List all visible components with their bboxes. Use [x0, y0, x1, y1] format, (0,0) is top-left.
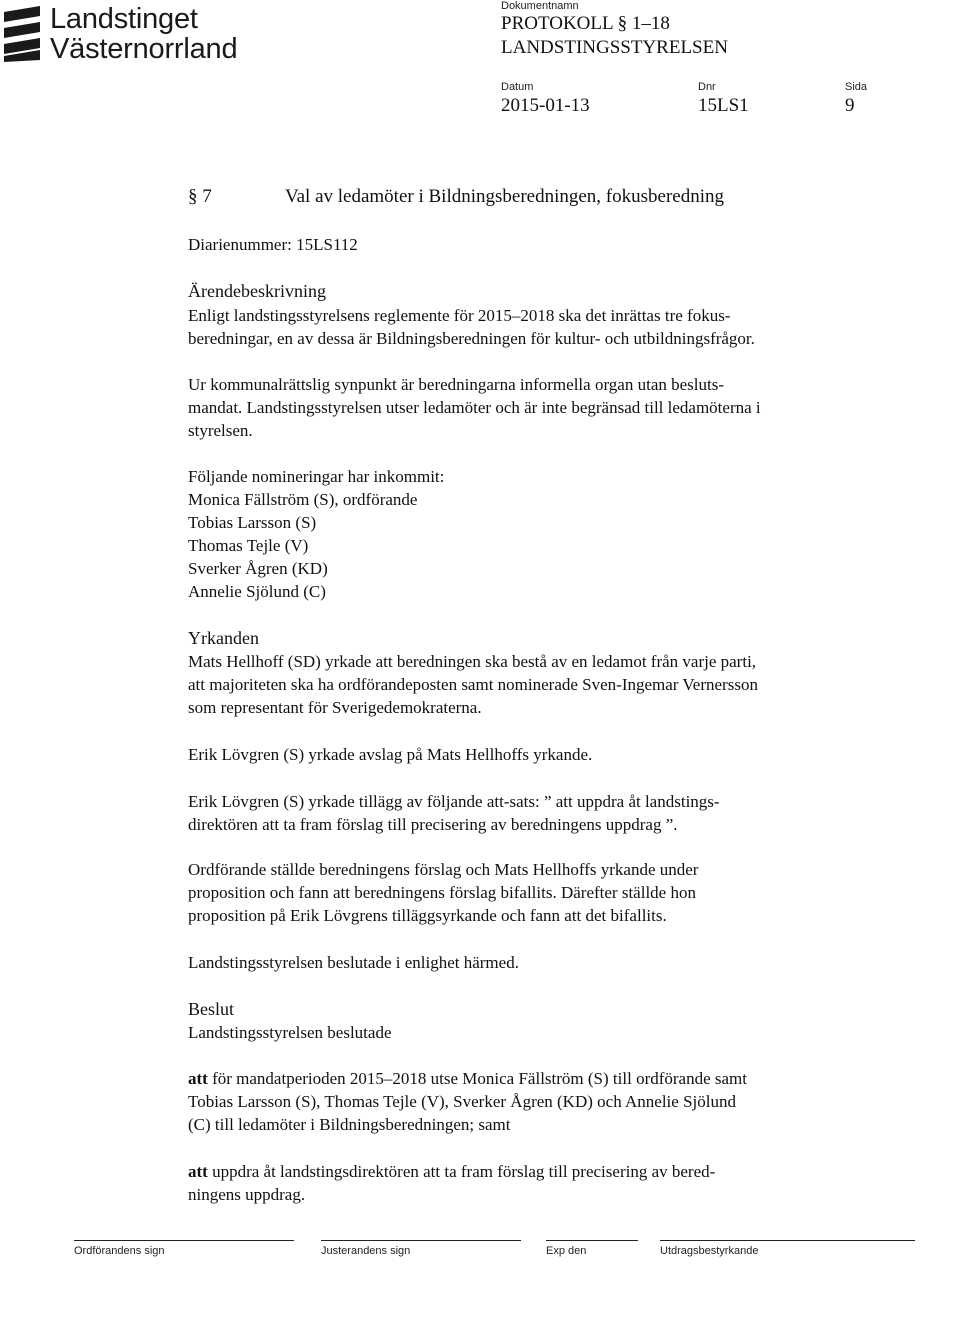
sign-adjuster-label: Justerandens sign: [321, 1245, 411, 1257]
att-keyword: att: [188, 1162, 208, 1181]
att2-text: uppdra åt landstingsdirektören att ta fram förslag till precisering av bered-: [207, 1162, 716, 1181]
nominee-item: Sverker Ågren (KD): [188, 559, 328, 578]
page-label: Sida: [845, 81, 868, 93]
section-title: Val av ledamöter i Bildningsberedningen, fokusberedning: [285, 186, 725, 207]
section-number: [188, 186, 212, 208]
exp-den-line: [546, 1240, 638, 1241]
beslut-att2-line1: [188, 1160, 878, 1183]
yrkanden-heading: Yrkanden: [188, 628, 259, 648]
org-logo: [0, 0, 280, 70]
nominee-item: Tobias Larsson (S): [188, 513, 317, 532]
date-label: Datum: [501, 81, 534, 93]
yrkanden-p1-line1: Mats Hellhoff (SD) yrkade att beredningen ska bestå av en ledamot från varje parti,: [188, 652, 757, 671]
arende-p2-line1: Ur kommunalrättslig synpunkt är beredningarna informella organ utan besluts-: [188, 375, 724, 394]
nominee-item: Thomas Tejle (V): [188, 536, 309, 555]
utdrag-label: Utdragsbestyrkande: [660, 1245, 759, 1257]
yrkanden-p3-line2: direktören att ta fram förslag till precisering av beredningens uppdrag ”.: [188, 815, 678, 834]
yrkanden-p1-line3: som representant för Sverigedemokraterna.: [188, 698, 482, 717]
yrkanden-p2: Erik Lövgren (S) yrkade avslag på Mats Hellhoffs yrkande.: [188, 745, 593, 764]
sign-chair-label: Ordförandens sign: [74, 1245, 165, 1257]
exp-den-label: Exp den: [546, 1245, 587, 1257]
org-name-line1: Landstinget: [50, 3, 198, 35]
dnr-value: 15LS1: [698, 95, 749, 116]
doc-name-value: PROTOKOLL: [501, 13, 613, 34]
beslut-heading: Beslut: [188, 999, 235, 1019]
date-value: 2015-01-13: [501, 95, 590, 116]
arende-p1-line2: beredningar, en av dessa är Bildningsberedningen för kultur- och utbildningsfrågor.: [188, 329, 755, 348]
nominee-item: Monica Fällström (S), ordförande: [188, 490, 418, 509]
sign-chair-line: [74, 1240, 294, 1241]
beslut-att1-line3: (C) till ledamöter i Bildningsberedningen; samt: [188, 1115, 511, 1134]
utdrag-line: [660, 1240, 915, 1241]
doc-name-line: [501, 13, 670, 35]
yrkanden-p4-line2: proposition och fann att beredningens förslag bifallits. Därefter ställde hon: [188, 883, 696, 902]
att-keyword: att: [188, 1069, 208, 1088]
doc-name-label: Dokumentnamn: [501, 0, 579, 12]
section-range: § 1–18: [617, 13, 670, 34]
yrkanden-p1-line2: att majoriteten ska ha ordförandeposten samt nominerade Sven-Ingemar Vernersson: [188, 675, 758, 694]
arende-p2-line2: mandat. Landstingsstyrelsen utser ledamöter och är inte begränsad till ledamöterna i: [188, 398, 761, 417]
page-value: 9: [845, 95, 855, 116]
board-name: LANDSTINGSSTYRELSEN: [501, 37, 728, 58]
beslut-att1-line2: Tobias Larsson (S), Thomas Tejle (V), Sverker Ågren (KD) och Annelie Sjölund: [188, 1092, 736, 1111]
yrkanden-p4-line3: proposition på Erik Lövgrens tilläggsyrkande och fann att det bifallits.: [188, 906, 667, 925]
org-name-line2: Västernorrland: [50, 33, 238, 65]
logo-mark-icon: [2, 4, 42, 62]
section-symbol: §: [188, 186, 198, 207]
yrkanden-p5: Landstingsstyrelsen beslutade i enlighet härmed.: [188, 953, 519, 972]
sign-adjuster-line: [321, 1240, 521, 1241]
section-num: 7: [202, 186, 212, 207]
arende-p1-line1: Enligt landstingsstyrelsens reglemente för 2015–2018 ska det inrättas tre fokus-: [188, 306, 731, 325]
arende-p2-line3: styrelsen.: [188, 421, 253, 440]
beslut-att1-line1: [188, 1067, 878, 1090]
yrkanden-p4-line1: Ordförande ställde beredningens förslag och Mats Hellhoffs yrkande under: [188, 860, 699, 879]
dnr-label: Dnr: [698, 81, 716, 93]
att1-text: för mandatperioden 2015–2018 utse Monica Fällström (S) till ordförande samt: [207, 1069, 747, 1088]
nominations-intro: Följande nomineringar har inkommit:: [188, 467, 445, 486]
yrkanden-p3-line1: Erik Lövgren (S) yrkade tillägg av följande att-sats: ” att uppdra åt landstings-: [188, 792, 720, 811]
arende-heading: Ärendebeskrivning: [188, 281, 326, 301]
nominee-item: Annelie Sjölund (C): [188, 582, 326, 601]
diarienummer: Diarienummer: 15LS112: [188, 235, 358, 254]
beslut-att2-line2: ningens uppdrag.: [188, 1185, 306, 1204]
beslut-intro: Landstingsstyrelsen beslutade: [188, 1023, 392, 1042]
